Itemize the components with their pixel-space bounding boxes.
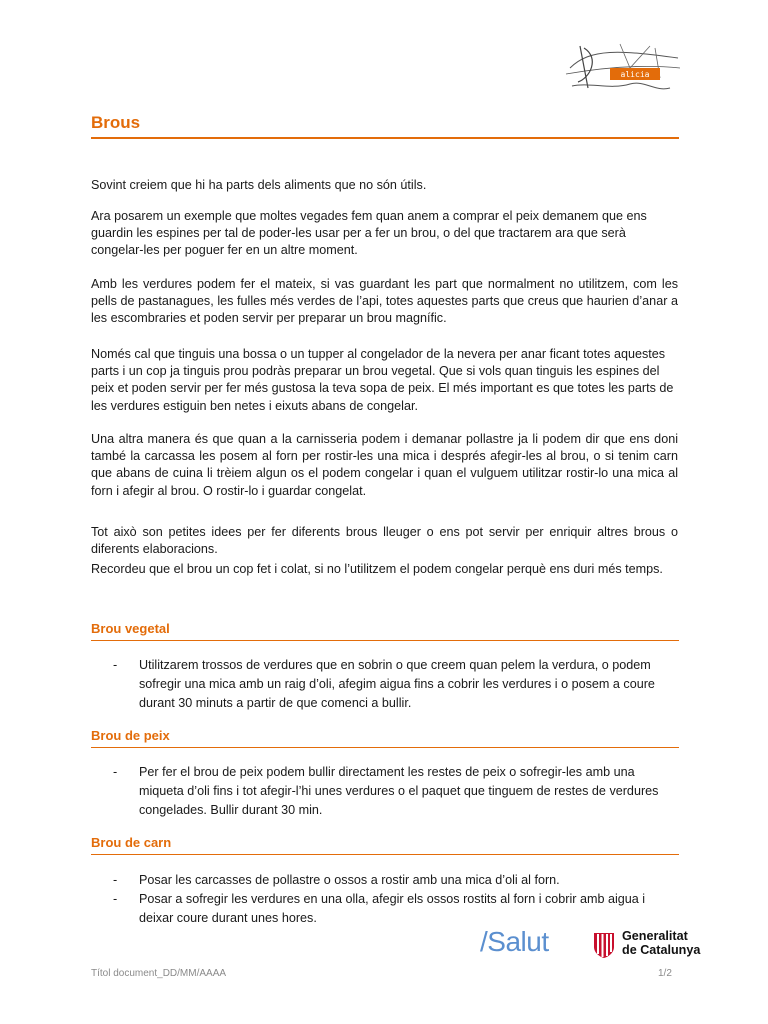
alicia-logo [560,38,685,100]
section-list-brou-de-carn [113,871,678,928]
intro-paragraph-1: Sovint creiem que hi ha parts dels aliments que no són útils. [91,178,427,192]
list-item [113,656,678,713]
intro-paragraph-5: Una altra manera és que quan a la carnisseria podem i demanar pollastre ja li podem dir que ens doni també la carcassa les posem al forn per rostir-les una mica i després afegir-les al brou, o si tenim carn que abans de cuina li trèiem algun os el podem congelar i quan el vulguem utilitzar rostir-lo una mica al forn i afegir al brou. O rostir-lo i guardar congelat. [91,432,678,498]
intro-paragraph-7: Recordeu que el brou un cop fet i colat, si no l’utilitzem el podem congelar perquè ens duri més temps. [91,562,663,576]
list-item-text: Utilitzarem trossos de verdures que en sobrin o que creem quan pelem la verdura, o podem sofregir una mica amb un raig d’oli, afegim aigua fins a cobrir les verdures i o posem a coure durant 30 minuts a partir de que comenci a bullir. [139,658,655,710]
generalitat-emblem-icon [592,931,616,959]
section-heading-brou-vegetal: Brou vegetal [91,620,679,641]
generalitat-line-1: Generalitat [622,929,688,943]
list-item-text: Per fer el brou de peix podem bullir directament les restes de peix o sofregir-les amb una miqueta d’oli fins i tot afegir-l’hi unes verdures o el paquet que tinguem de restes de verdures congelades. Bullir durant 30 min. [139,765,659,817]
list-marker: - [113,873,118,887]
salut-logo: /Salut [480,926,549,957]
section-heading-brou-de-carn: Brou de carn [91,834,679,855]
intro-paragraph-3: Amb les verdures podem fer el mateix, si vas guardant les part que normalment no utilitzem, com les pells de pastanagues, les fulles més verdes de l’api, totes aquestes parts que creus que haurien d’anar a les escombraries et poden servir per preparar un brou magnífic. [91,277,678,326]
generalitat-line-2: de Catalunya [622,943,701,957]
intro-paragraph-2: Ara posarem un exemple que moltes vegades fem quan anem a comprar el peix demanem que ens guardin les espines per tal de poder-les usar per a fer un brou, o del que tractarem ara que serà congelar-les per poguer fer en un altre moment. [91,209,647,258]
footer-document-title: Títol document_DD/MM/AAAA [91,968,227,979]
list-marker: - [113,658,118,672]
list-item [113,763,678,820]
list-marker: - [113,892,118,906]
section-list-brou-vegetal [113,656,678,713]
list-item-text: Posar les carcasses de pollastre o ossos a rostir amb una mica d’oli al forn. [139,873,560,887]
generalitat-logo [592,929,712,961]
intro-paragraph-4: Només cal que tinguis una bossa o un tupper al congelador de la nevera per anar ficant totes aquestes parts i un cop ja tinguis prou podràs preparar un brou vegetal. Que si vols quan tinguis les espines del peix et poden servir per fer més gustosa la teva sopa de peix. El més important es que totes les parts de les verdures estiguin ben netes i eixuts abans de congelar. [91,347,674,413]
list-item [113,871,678,890]
list-item-text: Posar a sofregir les verdures en una olla, afegir els ossos rostits al forn i cobrir amb aigua i deixar coure durant unes hores. [139,892,646,925]
page-title: Brous [91,112,679,139]
logo-text: alicia [620,70,650,79]
section-heading-brou-de-peix: Brou de peix [91,727,679,748]
footer-page-number: 1/2 [658,968,672,979]
list-marker: - [113,765,118,779]
intro-paragraph-6: Tot això son petites idees per fer diferents brous lleuger o ens pot servir per enriquir altres brous o diferents elaboracions. [91,525,678,557]
list-item [113,890,678,928]
section-list-brou-de-peix [113,763,678,820]
